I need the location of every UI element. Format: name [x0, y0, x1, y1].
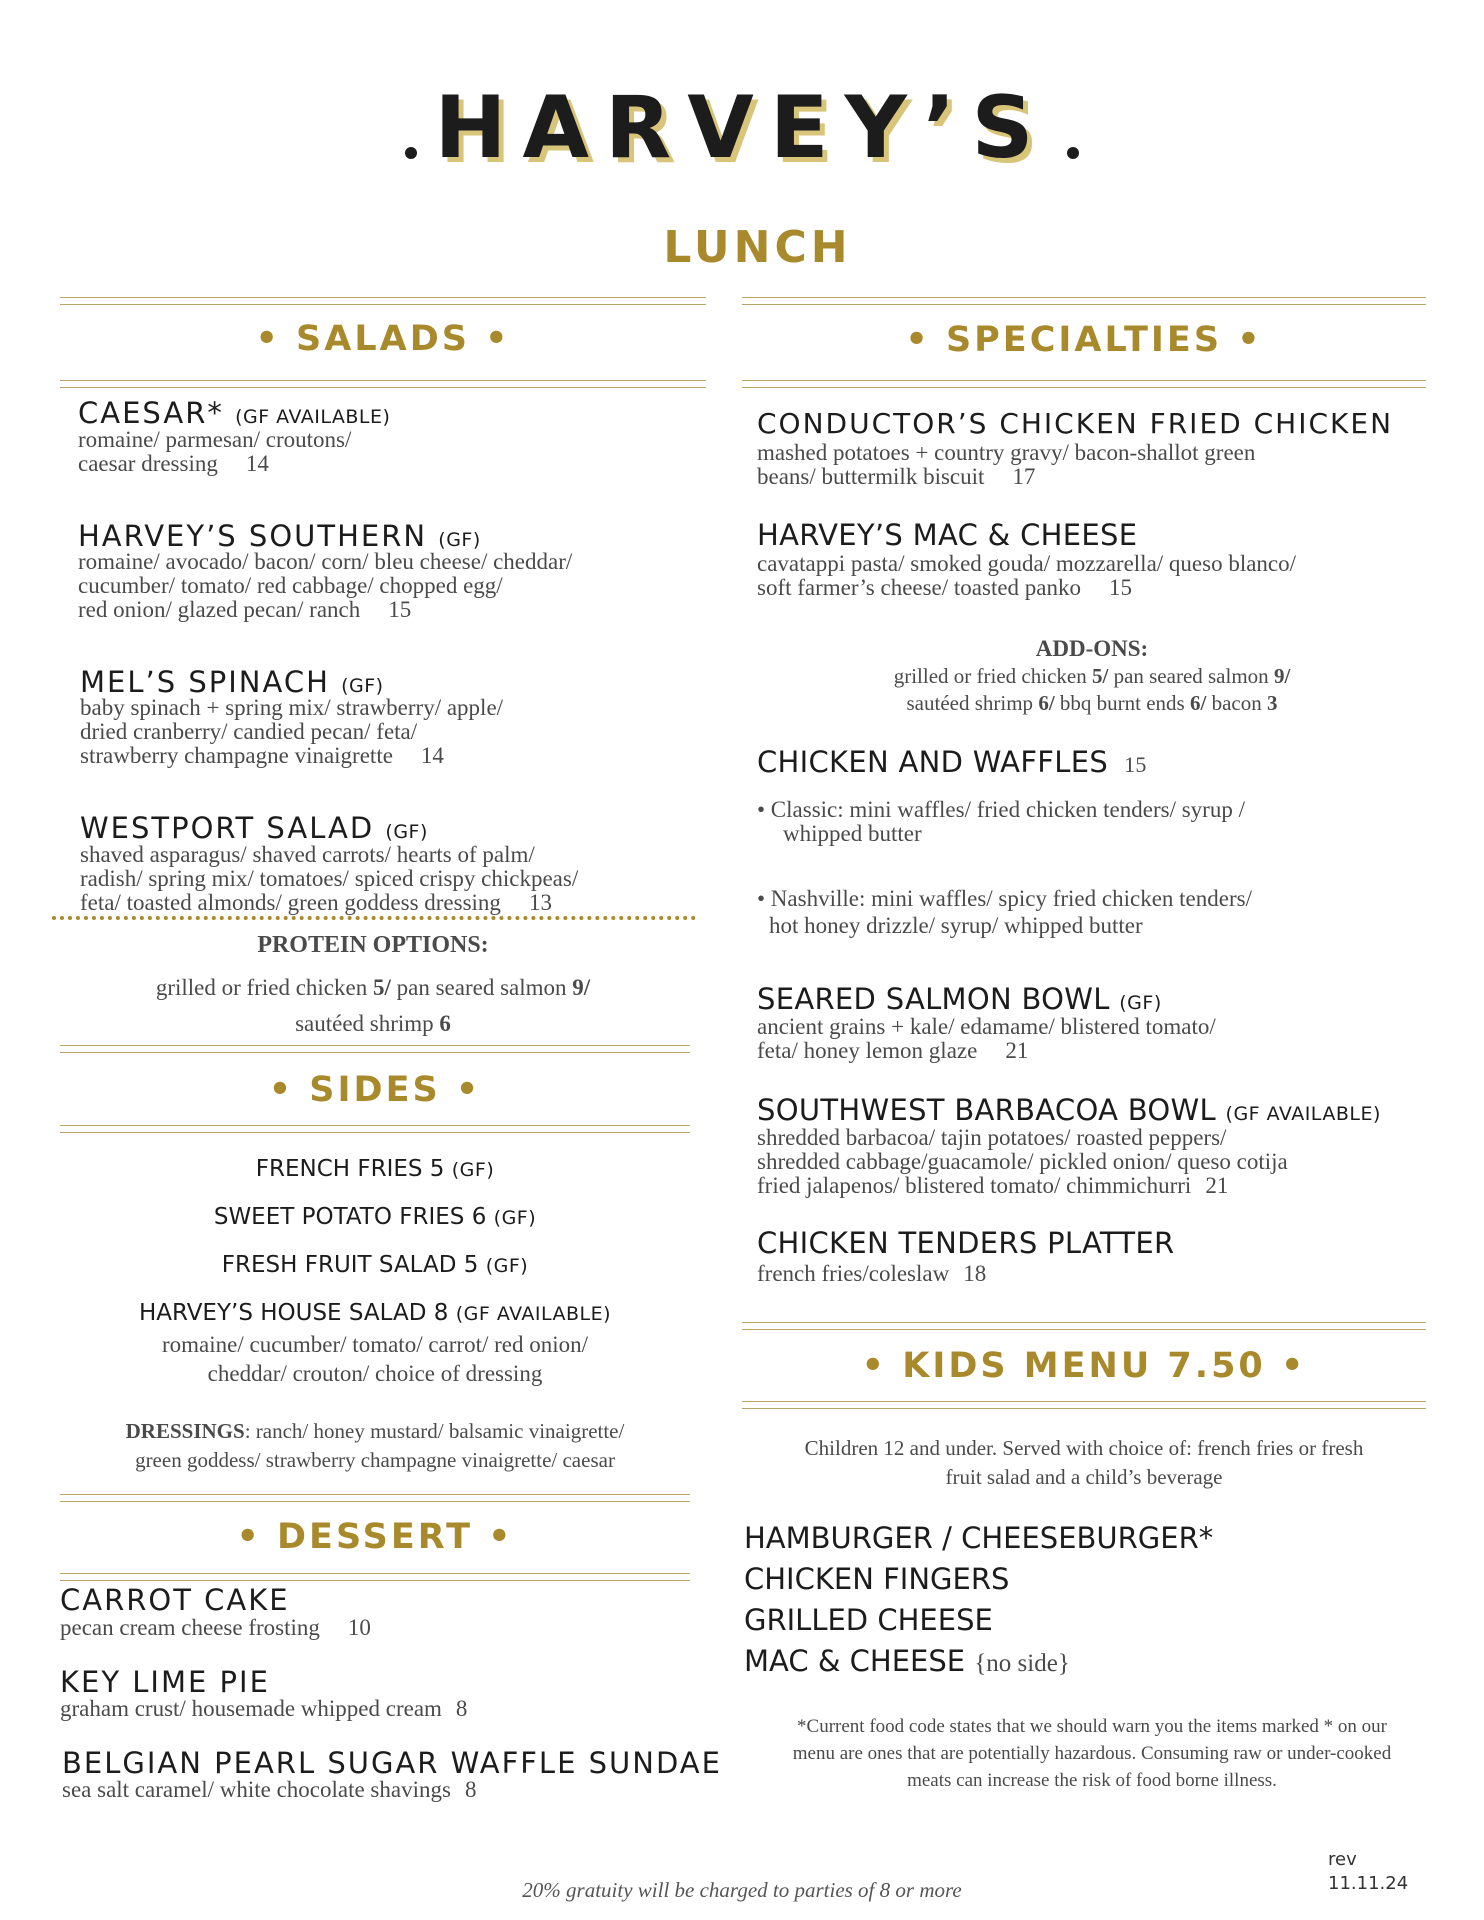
- logo: [0, 78, 1484, 178]
- addon-price: 3: [1266, 691, 1278, 715]
- desc-line: french fries/coleslaw: [757, 1261, 950, 1286]
- gf-tag: (GF): [493, 1207, 537, 1229]
- kids-item-grilled-cheese: GRILLED CHEESE: [744, 1603, 993, 1637]
- desc-line: mashed potatoes + country gravy/ bacon-shallot green: [757, 440, 1256, 465]
- addon-text: pan seared salmon: [1108, 664, 1274, 688]
- warning-line: *Current food code states that we should warn you the items marked * on our: [797, 1716, 1387, 1737]
- food-safety-warning: [742, 1713, 1442, 1794]
- desc-line: ancient grains + kale/ edamame/ blistered tomato/: [757, 1014, 1216, 1039]
- desc-line: cucumber/ tomato/ red cabbage/ chopped egg/: [78, 573, 503, 598]
- revision-label: rev: [1328, 1849, 1357, 1870]
- protein-price: 6: [439, 1011, 451, 1036]
- desc-line: shredded cabbage/guacamole/ pickled onion/ queso cotija: [757, 1149, 1288, 1174]
- protein-text: grilled or fried chicken: [155, 975, 373, 1000]
- protein-options-heading: PROTEIN OPTIONS:: [257, 932, 489, 958]
- sides-heading: • SIDES •: [268, 1070, 482, 1110]
- desc-line: graham crust/ housemade whipped cream: [60, 1696, 442, 1721]
- desc-line: shaved asparagus/ shaved carrots/ hearts of palm/: [80, 842, 535, 867]
- protein-options: [60, 970, 686, 1042]
- specialty-desc-barbacoa-bowl: [757, 1126, 1288, 1198]
- item-name: SEARED SALMON BOWL: [757, 982, 1110, 1016]
- addon-text: sautéed shrimp: [906, 691, 1039, 715]
- salad-name: CAESAR*: [78, 396, 224, 430]
- dessert-heading: • DESSERT •: [236, 1517, 514, 1557]
- desc-line: • Nashville: mini waffles/ spicy fried chicken tenders/: [757, 886, 1252, 911]
- price: 15: [1109, 575, 1133, 600]
- specialty-desc-chicken-fried-chicken: [757, 441, 1255, 489]
- side-name: SWEET POTATO FRIES 6: [213, 1204, 487, 1230]
- desc-line: red onion/ glazed pecan/ ranch: [78, 597, 361, 622]
- desc-line: romaine/ cucumber/ tomato/ carrot/ red onion/: [162, 1332, 588, 1357]
- gf-tag: (GF AVAILABLE): [235, 406, 391, 428]
- item-name: CHICKEN AND WAFFLES: [757, 745, 1109, 779]
- dressings-text: green goddess/ strawberry champagne vinaigrette/ caesar: [135, 1448, 615, 1472]
- addon-text: bacon: [1206, 691, 1267, 715]
- specialties-bottom-rule: [742, 380, 1426, 388]
- kids-items: [744, 1518, 1213, 1684]
- house-salad-desc: [60, 1330, 690, 1388]
- salad-desc-southern: [78, 550, 572, 622]
- side-item-french-fries: [60, 1156, 690, 1182]
- dessert-item-key-lime-pie: KEY LIME PIE: [60, 1665, 270, 1699]
- desc-line: pecan cream cheese frosting: [60, 1615, 320, 1640]
- dessert-desc-waffle-sundae: [62, 1778, 476, 1802]
- salads-bottom-rule: [60, 380, 706, 388]
- dressings-label: DRESSINGS: [125, 1419, 245, 1443]
- specialty-item-chicken-tenders: CHICKEN TENDERS PLATTER: [757, 1226, 1175, 1260]
- gratuity-note: 20% gratuity will be charged to parties of 8 or more: [522, 1878, 962, 1902]
- addon-text: grilled or fried chicken: [893, 664, 1092, 688]
- side-item-fruit-salad: [60, 1252, 690, 1278]
- salads-top-rule: [60, 297, 706, 305]
- revision-date: 11.11.24: [1328, 1873, 1409, 1894]
- protein-price: 5/: [372, 975, 391, 1000]
- price: 8: [464, 1777, 477, 1802]
- kids-bottom-rule: [742, 1401, 1426, 1409]
- gf-tag: (GF): [341, 675, 384, 697]
- salad-desc-spinach: [80, 696, 503, 768]
- side-name: HARVEY’S HOUSE SALAD 8: [138, 1300, 449, 1326]
- dessert-desc-key-lime-pie: [60, 1697, 467, 1721]
- price: 21: [1205, 1173, 1229, 1198]
- salad-name: WESTPORT SALAD: [80, 811, 375, 845]
- desc-line: feta/ toasted almonds/ green goddess dressing: [80, 890, 501, 915]
- price: 21: [1005, 1038, 1029, 1063]
- salad-desc-caesar: [78, 428, 351, 476]
- desc-line: shredded barbacoa/ tajin potatoes/ roasted peppers/: [757, 1125, 1227, 1150]
- price: 14: [245, 451, 269, 476]
- waffles-nashville: [757, 885, 1252, 939]
- desc-line: feta/ honey lemon glaze: [757, 1038, 978, 1063]
- kids-top-rule: [742, 1322, 1426, 1330]
- gf-tag: (GF): [451, 1159, 495, 1181]
- logo-dot-left: [405, 147, 417, 159]
- side-item-sweet-potato-fries: [60, 1204, 690, 1230]
- specialty-item-mac-and-cheese: HARVEY’S MAC & CHEESE: [757, 518, 1138, 552]
- desc-line: hot honey drizzle/ syrup/ whipped butter: [769, 913, 1143, 938]
- warning-line: meats can increase the risk of food borne illness.: [907, 1770, 1277, 1791]
- item-name: SOUTHWEST BARBACOA BOWL: [757, 1093, 1216, 1127]
- gf-tag: (GF): [1119, 992, 1162, 1014]
- desc-line: sea salt caramel/ white chocolate shavings: [62, 1777, 451, 1802]
- side-item-house-salad: [60, 1300, 690, 1326]
- specialty-desc-chicken-tenders: [757, 1262, 986, 1286]
- protein-text: pan seared salmon: [390, 975, 573, 1000]
- side-name: FRENCH FRIES 5: [255, 1156, 445, 1182]
- dessert-desc-carrot-cake: [60, 1616, 371, 1640]
- dotted-divider: [52, 916, 696, 920]
- kids-item-name: MAC & CHEESE: [744, 1644, 966, 1678]
- desc-line: romaine/ avocado/ bacon/ corn/ bleu cheese/ cheddar/: [78, 549, 573, 574]
- addon-price: 6/: [1189, 691, 1207, 715]
- addon-price: 6/: [1038, 691, 1055, 715]
- gf-tag: (GF): [438, 529, 481, 551]
- desc-line: strawberry champagne vinaigrette: [80, 743, 393, 768]
- addons: [742, 663, 1442, 717]
- salads-heading: • SALADS •: [255, 319, 511, 359]
- dressings-text: : ranch/ honey mustard/ balsamic vinaigrette/: [244, 1419, 625, 1443]
- addon-price: 9/: [1273, 664, 1291, 688]
- desc-line: soft farmer’s cheese/ toasted panko: [757, 575, 1082, 600]
- price: 8: [455, 1696, 468, 1721]
- desc-line: beans/ buttermilk biscuit: [757, 464, 985, 489]
- specialties-heading: • SPECIALTIES •: [905, 320, 1263, 360]
- dessert-item-waffle-sundae: BELGIAN PEARL SUGAR WAFFLE SUNDAE: [62, 1746, 722, 1780]
- desc-line: • Classic: mini waffles/ fried chicken tenders/ syrup /: [757, 797, 1245, 822]
- specialty-item-chicken-fried-chicken: CONDUCTOR’S CHICKEN FRIED CHICKEN: [757, 407, 1394, 440]
- kids-intro: [742, 1434, 1426, 1492]
- logo-dot-right: [1067, 147, 1079, 159]
- sides-top-rule: [60, 1045, 690, 1053]
- intro-line: fruit salad and a child’s beverage: [945, 1465, 1223, 1489]
- desc-line: cheddar/ crouton/ choice of dressing: [207, 1361, 543, 1386]
- desc-line: baby spinach + spring mix/ strawberry/ apple/: [80, 695, 504, 720]
- gf-tag: (GF): [485, 1255, 529, 1277]
- specialty-desc-salmon-bowl: [757, 1015, 1216, 1063]
- protein-price: 9/: [572, 975, 591, 1000]
- desc-line: cavatappi pasta/ smoked gouda/ mozzarella/ queso blanco/: [757, 551, 1297, 576]
- price: 15: [1124, 752, 1147, 777]
- desc-line: caesar dressing: [78, 451, 218, 476]
- kids-item-mac-and-cheese: [744, 1641, 1213, 1684]
- price: 10: [347, 1615, 371, 1640]
- sides-bottom-rule: [60, 1125, 690, 1133]
- gf-tag: (GF): [385, 821, 428, 843]
- price: 14: [420, 743, 444, 768]
- desc-line: romaine/ parmesan/ croutons/: [78, 427, 352, 452]
- kids-item-hamburger: HAMBURGER / CHEESEBURGER*: [744, 1521, 1214, 1555]
- intro-line: Children 12 and under. Served with choice of: french fries or fresh: [804, 1436, 1364, 1460]
- desc-line: fried jalapenos/ blistered tomato/ chimmichurri: [757, 1173, 1192, 1198]
- warning-line: menu are ones that are potentially hazardous. Consuming raw or under-cooked: [792, 1743, 1392, 1764]
- specialty-desc-mac-and-cheese: [757, 552, 1296, 600]
- gf-tag: (GF AVAILABLE): [455, 1303, 612, 1325]
- no-side-note: {no side}: [974, 1650, 1070, 1677]
- price: 15: [388, 597, 412, 622]
- addon-text: bbq burnt ends: [1054, 691, 1190, 715]
- side-name: FRESH FRUIT SALAD 5: [221, 1252, 479, 1278]
- addons-heading: ADD-ONS:: [1035, 636, 1149, 661]
- dessert-item-carrot-cake: CARROT CAKE: [60, 1583, 290, 1617]
- dessert-top-rule: [60, 1494, 690, 1502]
- gf-tag: (GF AVAILABLE): [1225, 1103, 1381, 1125]
- protein-text: sautéed shrimp: [295, 1011, 440, 1036]
- kids-heading: • KIDS MENU 7.50 •: [861, 1346, 1307, 1386]
- dessert-bottom-rule: [60, 1573, 690, 1581]
- salad-name: MEL’S SPINACH: [80, 665, 330, 699]
- price: 18: [963, 1261, 987, 1286]
- dressings: [60, 1417, 690, 1475]
- desc-line: radish/ spring mix/ tomatoes/ spiced crispy chickpeas/: [80, 866, 579, 891]
- salad-name: HARVEY’S SOUTHERN: [78, 519, 428, 553]
- kids-item-chicken-fingers: CHICKEN FINGERS: [744, 1562, 1010, 1596]
- addon-price: 5/: [1091, 664, 1109, 688]
- menu-title: LUNCH: [663, 222, 852, 273]
- salad-desc-westport: [80, 843, 578, 915]
- logo-wordmark: HARVEY’S: [434, 78, 1050, 178]
- desc-line: dried cranberry/ candied pecan/ feta/: [80, 719, 418, 744]
- specialties-top-rule: [742, 297, 1426, 305]
- price: 17: [1012, 464, 1036, 489]
- specialty-item-chicken-and-waffles: [757, 745, 1147, 782]
- waffles-classic: [757, 798, 1245, 846]
- desc-line: whipped butter: [783, 821, 922, 846]
- price: 13: [528, 890, 552, 915]
